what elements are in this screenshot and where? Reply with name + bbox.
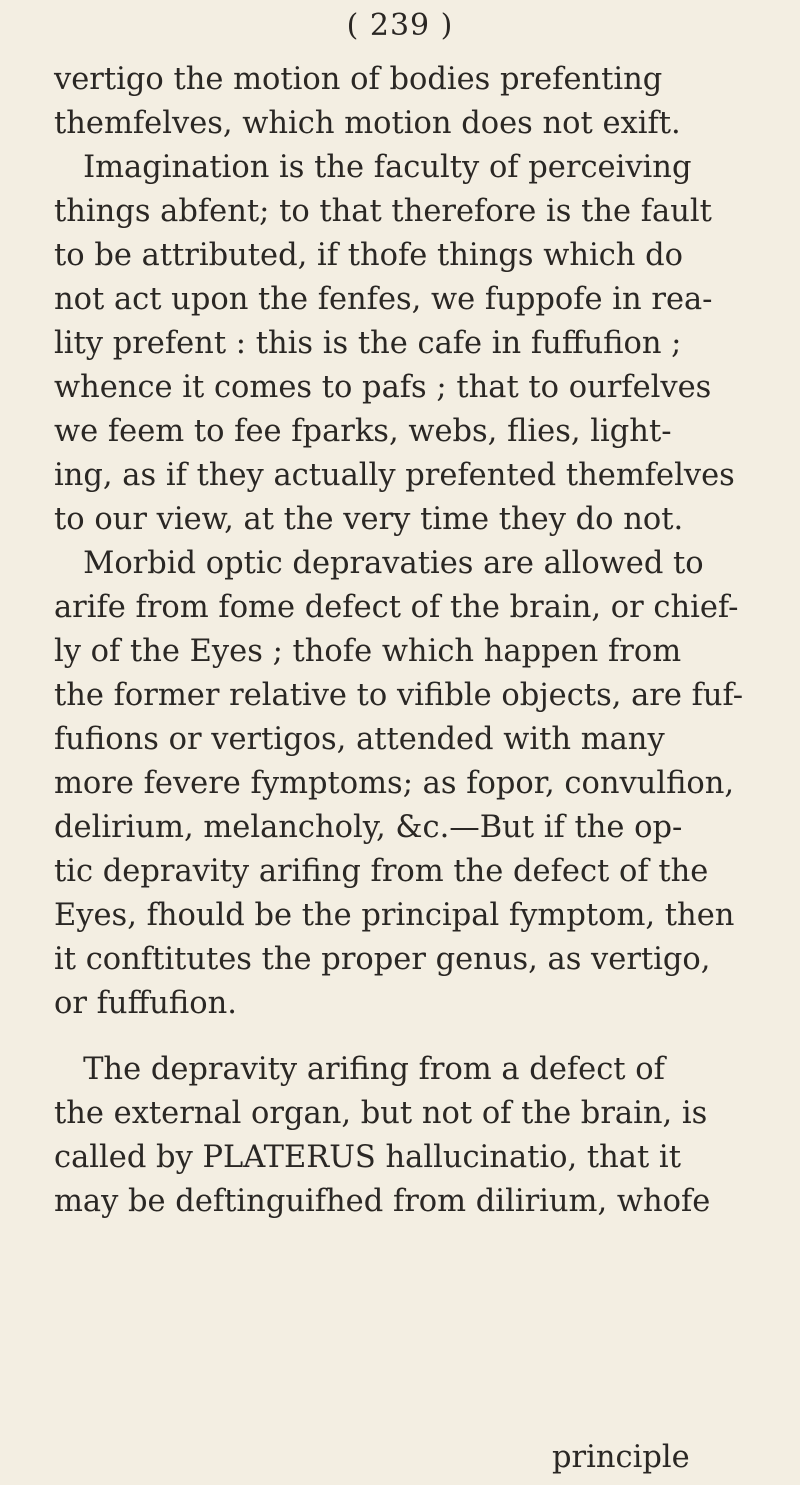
text-line: tic depravity arifing from the defect of the xyxy=(54,854,709,889)
text-line: Eyes, fhould be the principal fymptom, then xyxy=(54,898,735,933)
page-number: ( 239 ) xyxy=(346,8,454,43)
text-line: may be deftinguifhed from dilirium, whofe xyxy=(54,1184,711,1219)
paragraph-spacer xyxy=(54,1026,782,1048)
text-line: vertigo the motion of bodies prefenting xyxy=(54,62,663,97)
catchword: principle xyxy=(552,1440,690,1475)
paragraph-1 xyxy=(54,58,782,146)
text-line: arife from fome defect of the brain, or chief- xyxy=(54,590,739,625)
text-line: lity prefent : this is the cafe in fuffufion ; xyxy=(54,326,682,361)
text-line: whence it comes to pafs ; that to ourfelves xyxy=(54,370,712,405)
text-line: fufions or vertigos, attended with many xyxy=(54,722,665,757)
text-line: to be attributed, if thofe things which do xyxy=(54,238,684,273)
text-line: Imagination is the faculty of perceiving xyxy=(54,150,692,185)
paragraph-3 xyxy=(54,542,782,1026)
text-line: or fuffufion. xyxy=(54,986,237,1021)
text-line: the external organ, but not of the brain, is xyxy=(54,1096,708,1131)
text-line: themfelves, which motion does not exift. xyxy=(54,106,681,141)
text-line: to our view, at the very time they do not. xyxy=(54,502,684,537)
paragraph-2 xyxy=(54,146,782,542)
text-line: the former relative to vifible objects, are fuf- xyxy=(54,678,744,713)
text-line: it conftitutes the proper genus, as vertigo, xyxy=(54,942,711,977)
text-line: ly of the Eyes ; thofe which happen from xyxy=(54,634,682,669)
text-line: ing, as if they actually prefented themfelves xyxy=(54,458,735,493)
text-line: more fevere fymptoms; as fopor, convulfion, xyxy=(54,766,735,801)
text-line: things abfent; to that therefore is the fault xyxy=(54,194,712,229)
text-line: Morbid optic depravaties are allowed to xyxy=(54,546,704,581)
text-line: The depravity arifing from a defect of xyxy=(54,1052,665,1087)
text-line: not act upon the fenfes, we fuppofe in rea- xyxy=(54,282,713,317)
paragraph-4 xyxy=(54,1048,782,1224)
text-line: we feem to fee fparks, webs, flies, light- xyxy=(54,414,672,449)
text-line: called by PLATERUS hallucinatio, that it xyxy=(54,1140,681,1175)
text-line: delirium, melancholy, &c.—But if the op- xyxy=(54,810,683,845)
body-text xyxy=(54,58,782,1224)
